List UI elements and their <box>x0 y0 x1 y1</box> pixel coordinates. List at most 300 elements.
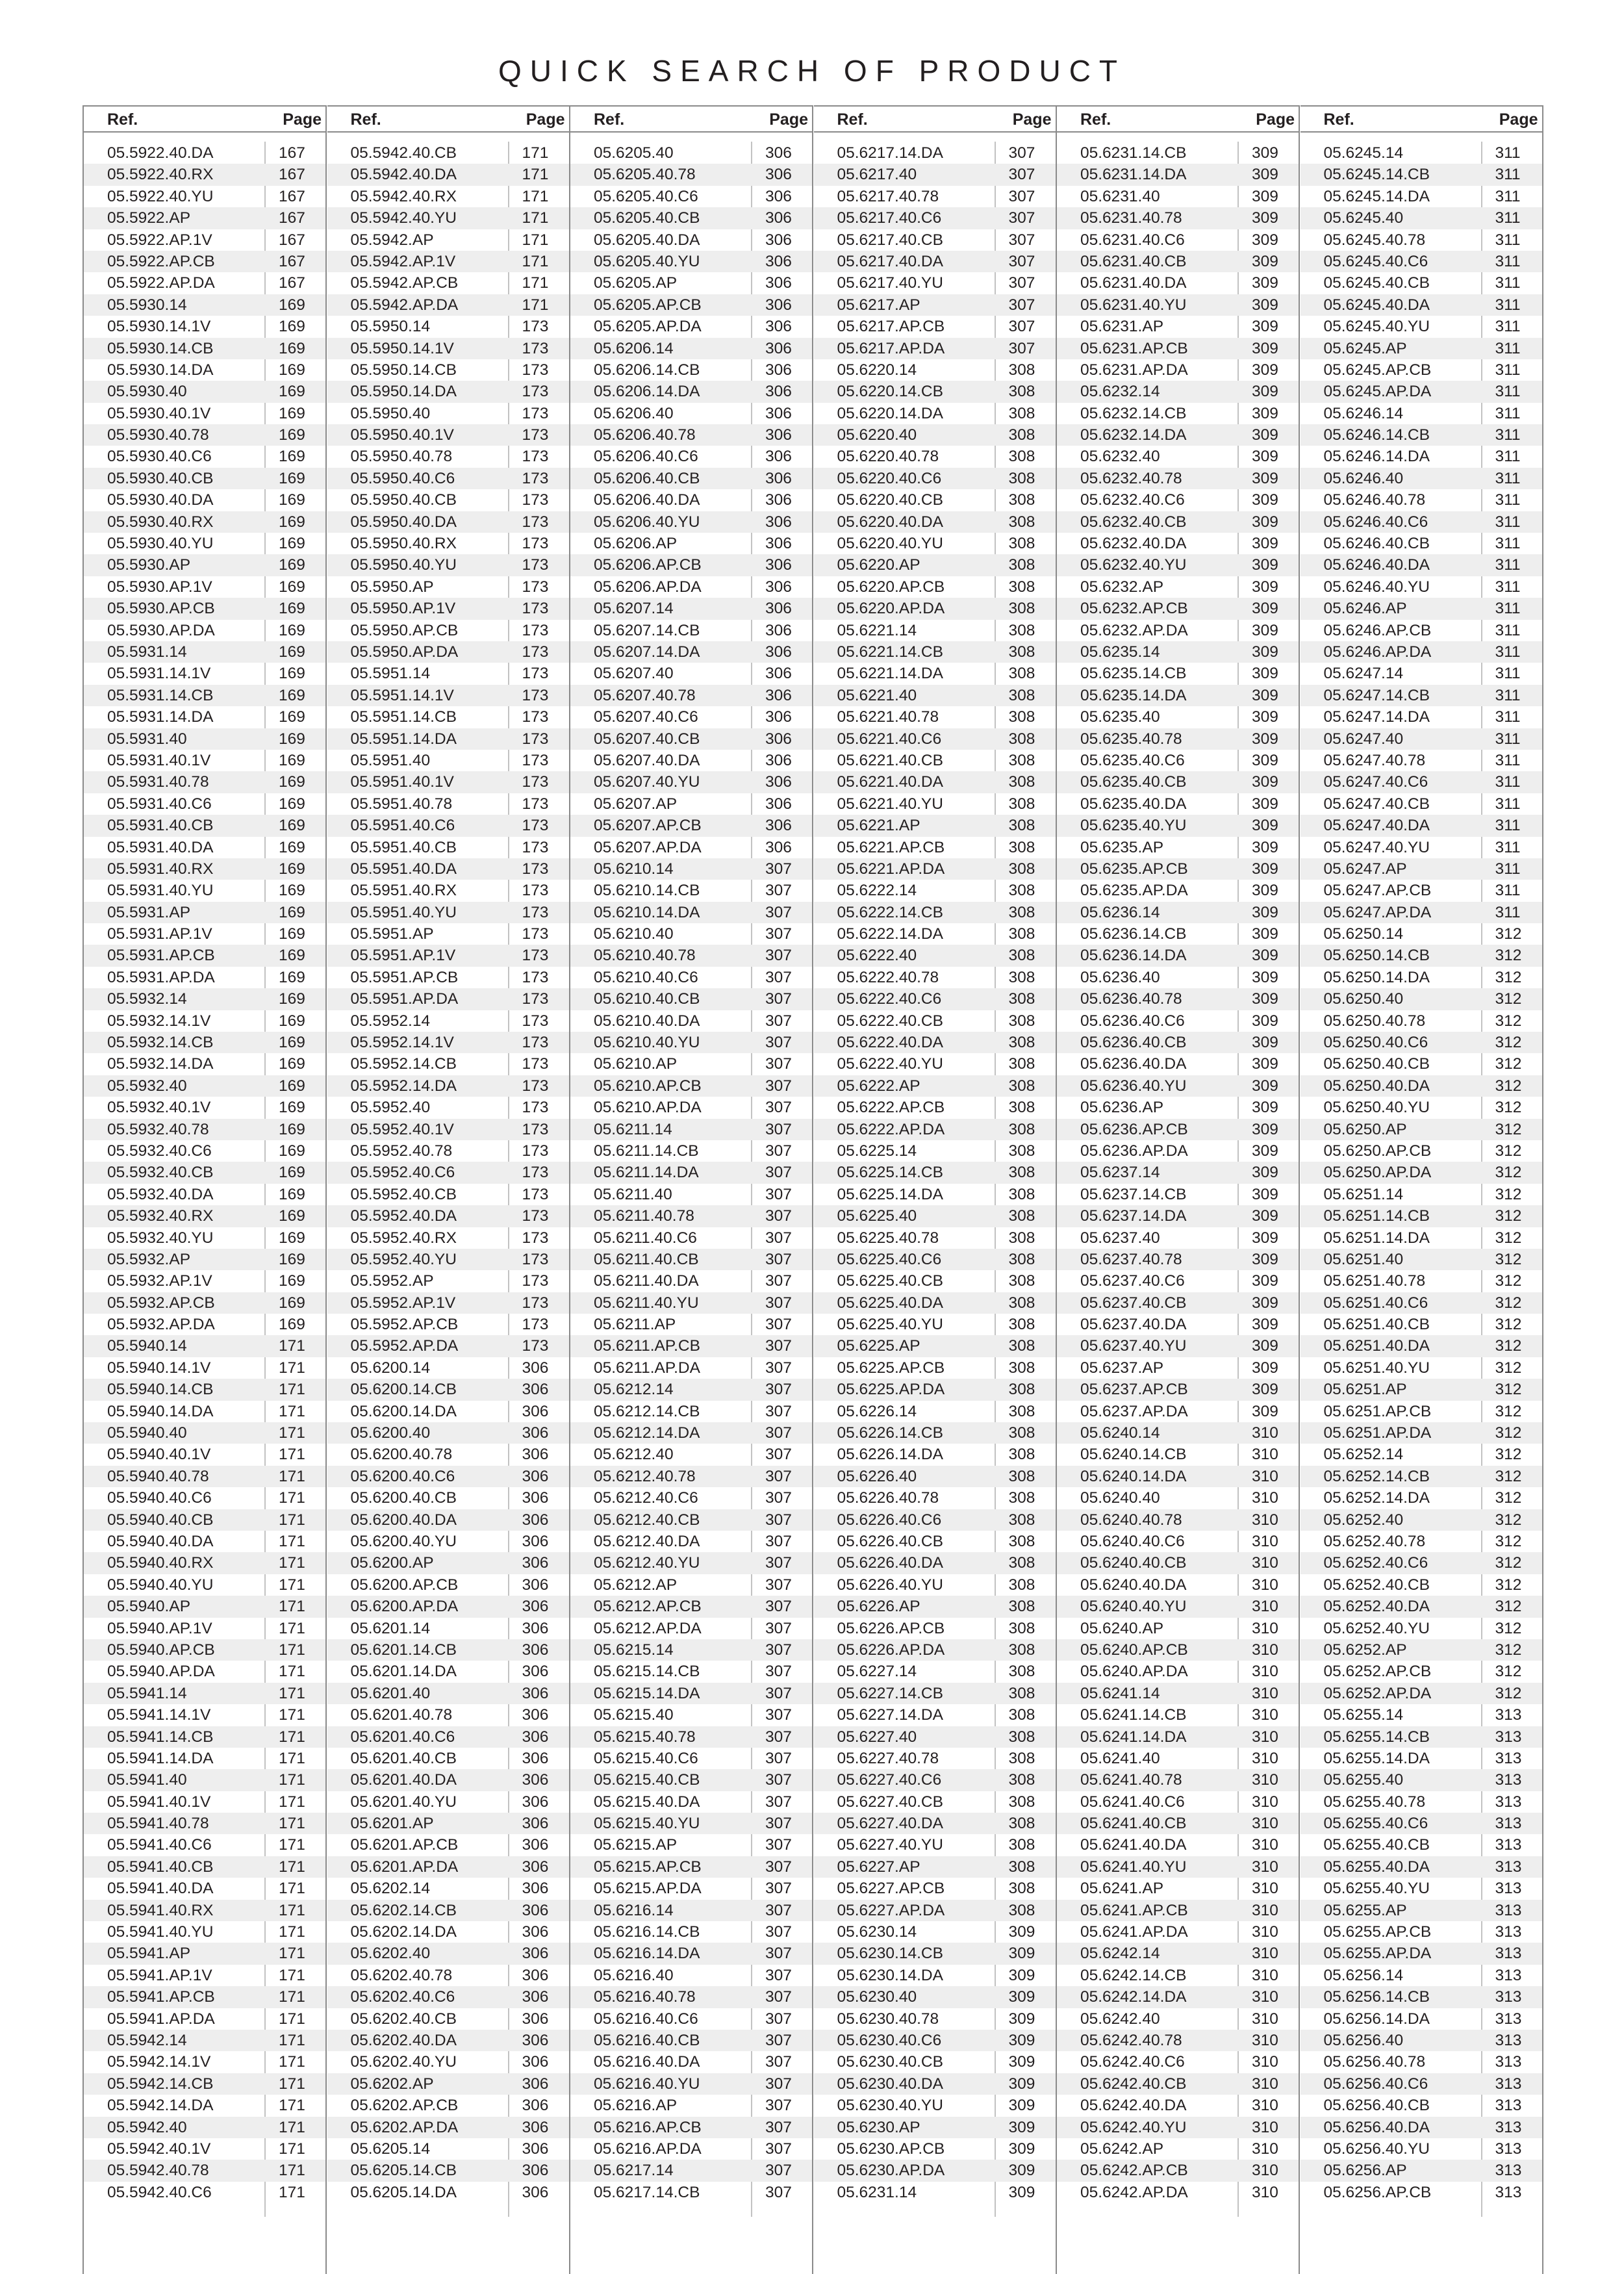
page-number: 306 <box>765 318 792 336</box>
page-number: 309 <box>1252 1099 1278 1117</box>
product-ref: 05.6232.40 <box>1080 448 1160 466</box>
product-ref: 05.6246.AP <box>1323 600 1407 618</box>
product-ref: 05.6231.40.YU <box>1080 296 1187 314</box>
page-number: 171 <box>279 1793 305 1811</box>
page-number: 306 <box>522 2183 549 2201</box>
table-row <box>1300 1921 1542 1943</box>
page-number: 313 <box>1495 1988 1522 2006</box>
product-ref: 05.6250.AP <box>1323 1120 1407 1138</box>
table-row <box>570 902 812 923</box>
table-row <box>84 207 325 229</box>
page-number: 171 <box>279 2053 305 2071</box>
table-row <box>1057 1140 1299 1162</box>
table-row <box>327 164 569 185</box>
table-row <box>1057 1249 1299 1270</box>
page-number: 306 <box>765 686 792 704</box>
product-ref: 05.5950.14.1V <box>350 339 454 357</box>
product-ref: 05.5940.40.RX <box>107 1554 214 1572</box>
page-number: 308 <box>1008 1207 1035 1225</box>
table-row <box>570 1639 812 1661</box>
page-number: 312 <box>1495 1359 1522 1377</box>
table-row <box>814 1162 1056 1183</box>
table-row <box>570 1596 812 1617</box>
table-row <box>1300 1270 1542 1292</box>
page-number: 306 <box>522 2118 549 2136</box>
page-number: 173 <box>522 686 549 704</box>
product-ref: 05.6235.40 <box>1080 708 1160 726</box>
page-number: 308 <box>1008 1467 1035 1485</box>
product-ref: 05.6242.40.78 <box>1080 2031 1182 2049</box>
page-number: 310 <box>1252 1554 1278 1572</box>
product-ref: 05.6232.AP <box>1080 578 1164 596</box>
table-row <box>327 251 569 272</box>
table-row <box>84 446 325 467</box>
page-number: 308 <box>1008 882 1035 900</box>
product-ref: 05.6225.14.DA <box>837 1185 943 1203</box>
table-row <box>1300 620 1542 641</box>
table-row <box>327 1596 569 1617</box>
product-ref: 05.6206.14.DA <box>594 383 700 401</box>
page-header: Page <box>1256 110 1295 129</box>
product-ref: 05.5940.40.78 <box>107 1467 209 1485</box>
product-ref: 05.6256.14.DA <box>1323 2010 1430 2028</box>
product-ref: 05.6206.14.CB <box>594 361 700 379</box>
table-row <box>327 750 569 771</box>
page-number: 306 <box>765 209 792 227</box>
product-ref: 05.6216.40.78 <box>594 1988 696 2006</box>
table-row <box>1300 554 1542 576</box>
page-number: 310 <box>1252 2010 1278 2028</box>
page-number: 173 <box>522 1034 549 1052</box>
table-row <box>1057 1053 1299 1075</box>
page-number: 173 <box>522 1055 549 1073</box>
page-number: 308 <box>1008 1164 1035 1182</box>
table-row <box>327 1379 569 1400</box>
page-number: 171 <box>279 1728 305 1746</box>
table-row <box>814 880 1056 901</box>
product-ref: 05.6236.14 <box>1080 903 1160 921</box>
page-number: 306 <box>522 1663 549 1681</box>
page-number: 309 <box>1008 2053 1035 2071</box>
product-ref: 05.5952.40 <box>350 1099 431 1117</box>
table-row <box>814 1444 1056 1465</box>
product-ref: 05.5951.40.C6 <box>350 817 455 835</box>
table-row <box>1057 988 1299 1010</box>
table-row <box>84 1834 325 1856</box>
product-ref: 05.6202.14 <box>350 1880 431 1898</box>
product-ref: 05.6247.40.78 <box>1323 751 1426 769</box>
table-row <box>327 1791 569 1813</box>
page-number: 309 <box>1252 209 1278 227</box>
product-ref: 05.6212.40.C6 <box>594 1489 698 1507</box>
product-ref: 05.5942.40.RX <box>350 187 457 205</box>
page-number: 311 <box>1495 383 1521 401</box>
product-ref: 05.5932.AP <box>107 1250 191 1268</box>
product-ref: 05.6220.40.C6 <box>837 469 942 487</box>
page-number: 312 <box>1495 1424 1522 1442</box>
table-row <box>84 2073 325 2095</box>
table-row <box>84 468 325 489</box>
table-row <box>84 1140 325 1162</box>
table-row <box>1057 316 1299 337</box>
table-row <box>84 1379 325 1400</box>
product-ref: 05.5942.AP.DA <box>350 296 459 314</box>
product-ref: 05.6202.40.C6 <box>350 1988 455 2006</box>
table-row <box>814 1639 1056 1661</box>
product-ref: 05.6210.40 <box>594 925 674 943</box>
product-ref: 05.5951.40.YU <box>350 903 457 921</box>
page-number: 307 <box>765 1316 792 1334</box>
product-ref: 05.6255.14.DA <box>1323 1749 1430 1767</box>
table-row <box>84 706 325 728</box>
page-number: 309 <box>1252 795 1278 813</box>
table-row <box>1300 1726 1542 1748</box>
table-row <box>327 1487 569 1509</box>
table-row <box>84 620 325 641</box>
page-number: 312 <box>1495 1185 1522 1203</box>
table-row <box>1057 403 1299 424</box>
product-ref: 05.6225.40.CB <box>837 1272 943 1290</box>
product-ref: 05.6216.40.C6 <box>594 2010 698 2028</box>
product-ref: 05.6242.40.YU <box>1080 2118 1187 2136</box>
product-ref: 05.6241.14.DA <box>1080 1728 1187 1746</box>
page-number: 311 <box>1495 665 1521 683</box>
table-row <box>327 1162 569 1183</box>
product-ref: 05.5932.14.DA <box>107 1055 214 1073</box>
product-ref: 05.6207.AP <box>594 795 678 813</box>
product-ref: 05.6240.40.C6 <box>1080 1533 1185 1550</box>
table-row <box>1057 2030 1299 2051</box>
table-row <box>570 880 812 901</box>
product-ref: 05.6256.40.CB <box>1323 2097 1430 2115</box>
table-row <box>814 1704 1056 1726</box>
product-ref: 05.6211.40.YU <box>594 1294 699 1312</box>
page-number: 313 <box>1495 1880 1522 1898</box>
product-ref: 05.6255.40.CB <box>1323 1836 1430 1854</box>
product-ref: 05.6227.14.CB <box>837 1684 943 1702</box>
page-number: 173 <box>522 1272 549 1290</box>
page-number: 307 <box>765 1945 792 1963</box>
table-row <box>814 1791 1056 1813</box>
table-row <box>84 1487 325 1509</box>
page-number: 307 <box>765 1598 792 1616</box>
product-ref: 05.6236.40.C6 <box>1080 1012 1185 1030</box>
table-row <box>814 663 1056 684</box>
index-column <box>814 105 1057 2274</box>
table-row <box>327 1704 569 1726</box>
page-number: 173 <box>522 535 549 553</box>
page-number: 169 <box>279 882 305 900</box>
table-row <box>1057 1748 1299 1769</box>
product-ref: 05.5930.14.CB <box>107 339 214 357</box>
product-ref: 05.6220.14 <box>837 361 917 379</box>
product-ref: 05.5950.40.CB <box>350 491 457 509</box>
table-row <box>1057 1379 1299 1400</box>
page-number: 307 <box>765 1489 792 1507</box>
product-ref: 05.6201.40.C6 <box>350 1728 455 1746</box>
product-ref: 05.5931.40.78 <box>107 773 209 791</box>
product-ref: 05.6251.40.78 <box>1323 1272 1426 1290</box>
page-number: 306 <box>522 1359 549 1377</box>
page-number: 171 <box>279 1381 305 1399</box>
table-row <box>1057 2160 1299 2181</box>
page-number: 311 <box>1495 751 1521 769</box>
page-number: 306 <box>522 1533 549 1550</box>
table-row <box>814 554 1056 576</box>
product-ref: 05.5950.14.DA <box>350 383 457 401</box>
table-row <box>1300 2138 1542 2160</box>
page-number: 307 <box>765 1207 792 1225</box>
page-number: 312 <box>1495 1272 1522 1290</box>
table-row <box>814 468 1056 489</box>
product-ref: 05.6202.AP <box>350 2075 434 2093</box>
table-row <box>570 381 812 402</box>
table-row <box>1057 663 1299 684</box>
table-row <box>570 1487 812 1509</box>
table-row <box>570 1683 812 1704</box>
product-ref: 05.6256.AP.CB <box>1323 2183 1432 2201</box>
table-row <box>84 1422 325 1444</box>
page-number: 312 <box>1495 990 1522 1008</box>
table-row <box>84 1097 325 1118</box>
page-number: 309 <box>1252 144 1278 162</box>
product-ref: 05.6202.AP.CB <box>350 2097 459 2115</box>
product-ref: 05.6217.40.78 <box>837 187 939 205</box>
product-ref: 05.6250.14 <box>1323 925 1404 943</box>
page-number: 312 <box>1495 1250 1522 1268</box>
table-row <box>327 706 569 728</box>
product-ref: 05.5942.14.CB <box>107 2075 214 2093</box>
page-number: 306 <box>522 1945 549 1963</box>
table-row <box>84 793 325 815</box>
table-row <box>84 728 325 750</box>
page-number: 173 <box>522 1142 549 1160</box>
product-ref: 05.6246.40.C6 <box>1323 513 1428 531</box>
table-row <box>570 1834 812 1856</box>
product-ref: 05.6226.40.YU <box>837 1576 943 1594</box>
product-ref: 05.6220.14.DA <box>837 404 943 422</box>
page-number: 171 <box>279 1533 305 1550</box>
product-ref: 05.6206.AP <box>594 535 678 553</box>
table-row <box>1300 988 1542 1010</box>
product-ref: 05.6206.40.C6 <box>594 448 698 466</box>
table-row <box>1300 945 1542 966</box>
table-row <box>84 1748 325 1769</box>
page-number: 169 <box>279 903 305 921</box>
table-row <box>84 1900 325 1921</box>
product-ref: 05.6220.40.78 <box>837 448 939 466</box>
table-row <box>1057 294 1299 316</box>
product-ref: 05.5950.14.CB <box>350 361 457 379</box>
page-number: 309 <box>1252 578 1278 596</box>
page-number: 171 <box>279 1598 305 1616</box>
table-row <box>570 1249 812 1270</box>
page-number: 309 <box>1252 643 1278 661</box>
product-ref: 05.6251.40.DA <box>1323 1337 1430 1355</box>
table-row <box>1300 1422 1542 1444</box>
page-number: 307 <box>765 1250 792 1268</box>
table-row <box>84 164 325 185</box>
product-ref: 05.6230.40.C6 <box>837 2031 942 2049</box>
page-number: 311 <box>1495 209 1521 227</box>
product-ref: 05.5940.AP.CB <box>107 1641 215 1659</box>
page-number: 309 <box>1252 383 1278 401</box>
table-row <box>570 1401 812 1422</box>
page-number: 307 <box>765 1576 792 1594</box>
column-header <box>814 105 1056 133</box>
page-number: 306 <box>522 1966 549 1984</box>
page-number: 312 <box>1495 968 1522 986</box>
product-ref: 05.6247.14.CB <box>1323 686 1430 704</box>
page-number: 310 <box>1252 1858 1278 1876</box>
table-row <box>327 554 569 576</box>
page-number: 312 <box>1495 1142 1522 1160</box>
table-row <box>570 1704 812 1726</box>
table-row <box>570 1184 812 1205</box>
table-row <box>814 1856 1056 1878</box>
product-ref: 05.5930.40.YU <box>107 535 214 553</box>
table-row <box>814 186 1056 207</box>
table-row <box>1300 1205 1542 1227</box>
page-number: 313 <box>1495 1793 1522 1811</box>
product-ref: 05.5941.40.DA <box>107 1880 214 1898</box>
page-number: 309 <box>1252 686 1278 704</box>
table-row <box>570 1618 812 1639</box>
table-row <box>814 1596 1056 1617</box>
product-ref: 05.6205.40.DA <box>594 231 700 249</box>
ref-header: Ref. <box>107 110 138 129</box>
product-ref: 05.6215.AP.DA <box>594 1880 702 1898</box>
page-number: 309 <box>1008 2118 1035 2136</box>
product-ref: 05.6226.AP <box>837 1598 920 1616</box>
page-number: 310 <box>1252 1511 1278 1529</box>
page-number: 169 <box>279 469 305 487</box>
table-row <box>570 251 812 272</box>
product-ref: 05.6242.AP <box>1080 2140 1164 2158</box>
page-number: 309 <box>1252 296 1278 314</box>
page-number: 171 <box>279 1815 305 1833</box>
page-number: 173 <box>522 469 549 487</box>
page-number: 308 <box>1008 817 1035 835</box>
product-ref: 05.6206.14 <box>594 339 674 357</box>
product-ref: 05.6222.40.C6 <box>837 990 942 1008</box>
table-row <box>1057 1466 1299 1487</box>
page-number: 169 <box>279 990 305 1008</box>
page-number: 306 <box>765 556 792 574</box>
table-row <box>84 1813 325 1834</box>
page-number: 313 <box>1495 2010 1522 2028</box>
product-ref: 05.6255.AP <box>1323 1901 1407 1919</box>
table-row <box>570 988 812 1010</box>
product-ref: 05.5941.40.78 <box>107 1815 209 1833</box>
product-ref: 05.6247.AP.CB <box>1323 882 1432 900</box>
page-number: 306 <box>522 1815 549 1833</box>
table-row <box>814 1053 1056 1075</box>
product-ref: 05.6210.40.C6 <box>594 968 698 986</box>
page-number: 307 <box>765 1684 792 1702</box>
table-row <box>570 2138 812 2160</box>
table-row <box>327 1965 569 1986</box>
page-number: 169 <box>279 1250 305 1268</box>
product-ref: 05.6201.40.DA <box>350 1771 457 1789</box>
table-row <box>327 1357 569 1379</box>
product-ref: 05.6247.40.YU <box>1323 838 1430 856</box>
page-number: 307 <box>1008 296 1035 314</box>
product-ref: 05.6200.AP <box>350 1554 434 1572</box>
page-number: 169 <box>279 600 305 618</box>
product-ref: 05.5942.40.78 <box>107 2162 209 2180</box>
page-number: 173 <box>522 361 549 379</box>
product-ref: 05.6215.14.DA <box>594 1684 700 1702</box>
product-ref: 05.6250.14.DA <box>1323 968 1430 986</box>
product-ref: 05.6245.AP <box>1323 339 1407 357</box>
product-ref: 05.6245.40.78 <box>1323 231 1426 249</box>
page-number: 173 <box>522 947 549 965</box>
page-number: 308 <box>1008 1880 1035 1898</box>
page-number: 309 <box>1252 513 1278 531</box>
page-number: 308 <box>1008 1901 1035 1919</box>
table-row <box>1300 2030 1542 2051</box>
table-row <box>327 2030 569 2051</box>
product-ref: 05.6231.AP.DA <box>1080 361 1188 379</box>
product-ref: 05.5942.40.C6 <box>107 2183 212 2201</box>
page-number: 169 <box>279 318 305 336</box>
table-row <box>814 1834 1056 1856</box>
product-ref: 05.6220.40 <box>837 426 917 444</box>
page-number: 169 <box>279 730 305 748</box>
table-row <box>814 1379 1056 1400</box>
table-row <box>1057 2182 1299 2203</box>
table-row <box>327 1010 569 1032</box>
product-ref: 05.6217.14.DA <box>837 144 943 162</box>
table-row <box>570 294 812 316</box>
product-ref: 05.6200.40.YU <box>350 1533 457 1550</box>
product-ref: 05.6211.14.CB <box>594 1142 699 1160</box>
table-row <box>1300 1878 1542 1899</box>
product-ref: 05.6255.40 <box>1323 1771 1404 1789</box>
table-row <box>1300 186 1542 207</box>
product-ref: 05.5932.14.CB <box>107 1034 214 1052</box>
table-row <box>814 164 1056 185</box>
page-number: 309 <box>1252 621 1278 639</box>
product-ref: 05.6217.40 <box>837 166 917 184</box>
page-number: 307 <box>765 1966 792 1984</box>
product-ref: 05.6221.40 <box>837 686 917 704</box>
product-ref: 05.5930.40.C6 <box>107 448 212 466</box>
page-number: 169 <box>279 708 305 726</box>
product-ref: 05.6255.14 <box>1323 1706 1404 1724</box>
table-row <box>570 403 812 424</box>
table-row <box>1057 381 1299 402</box>
page-number: 306 <box>522 1988 549 2006</box>
table-row <box>1057 1878 1299 1899</box>
product-ref: 05.6252.40.C6 <box>1323 1554 1428 1572</box>
product-ref: 05.6215.AP.CB <box>594 1858 702 1876</box>
page-number: 312 <box>1495 1554 1522 1572</box>
page-number: 312 <box>1495 1381 1522 1399</box>
page-number: 171 <box>279 1706 305 1724</box>
page-number: 312 <box>1495 1511 1522 1529</box>
table-row <box>1057 815 1299 836</box>
product-ref: 05.6227.40.DA <box>837 1815 943 1833</box>
table-row <box>84 1227 325 1249</box>
product-ref: 05.6227.40.YU <box>837 1836 943 1854</box>
page-number: 308 <box>1008 795 1035 813</box>
page-number: 173 <box>522 838 549 856</box>
table-row <box>814 1965 1056 1986</box>
table-row <box>570 1921 812 1943</box>
page-number: 309 <box>1252 665 1278 683</box>
